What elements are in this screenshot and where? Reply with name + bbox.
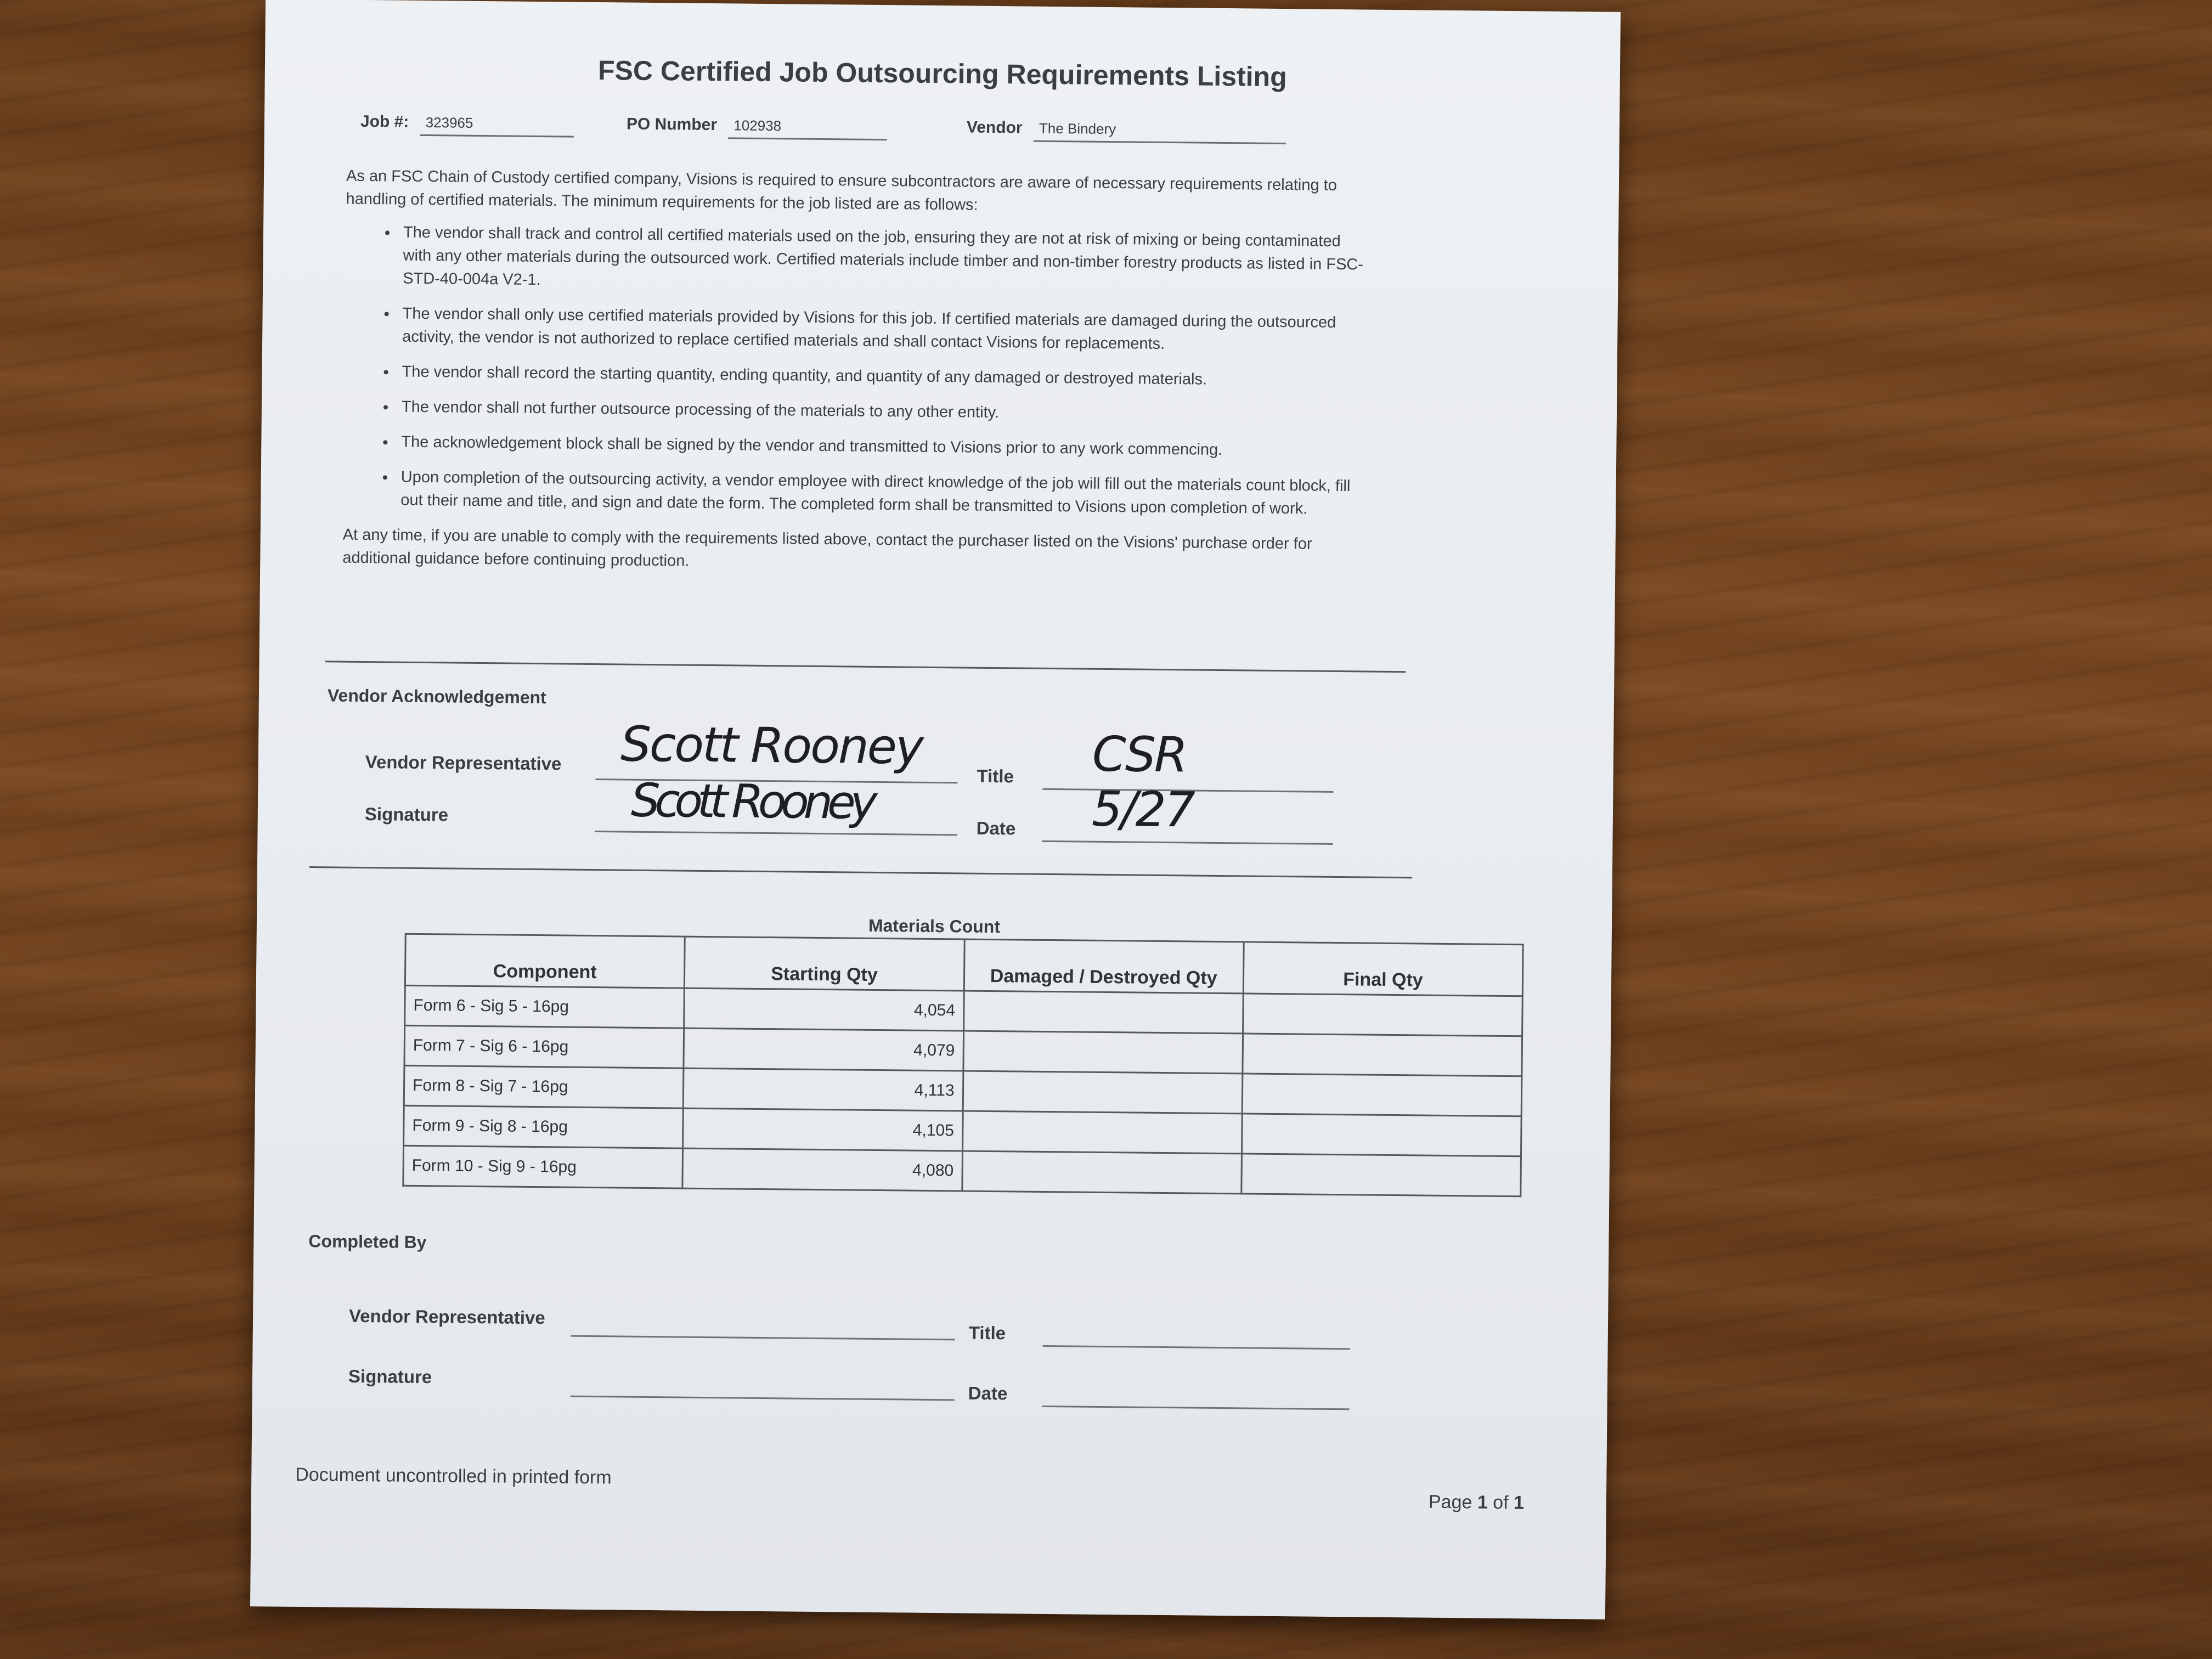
po-number-field (627, 115, 888, 141)
page-current: 1 (1477, 1492, 1488, 1513)
final-qty-cell[interactable] (1242, 1074, 1522, 1116)
final-qty-cell[interactable] (1242, 1114, 1521, 1156)
ack-rep-handwriting: Scott Rooney (620, 715, 923, 775)
completed-date-label: Date (968, 1383, 1008, 1404)
damaged-qty-cell[interactable] (962, 1151, 1242, 1194)
component-cell: Form 10 - Sig 9 - 16pg (403, 1146, 683, 1188)
ack-signature: Scott Rooney (630, 773, 872, 830)
completed-signature-line[interactable] (571, 1396, 955, 1401)
page-mid: of (1487, 1492, 1514, 1514)
starting-qty-cell: 4,113 (683, 1068, 963, 1111)
ack-signature-label: Signature (364, 804, 449, 825)
ack-rep-label: Vendor Representative (365, 752, 562, 774)
page-number (1429, 1492, 1524, 1514)
column-header: Final Qty (1243, 942, 1523, 996)
component-cell: Form 7 - Sig 6 - 16pg (404, 1025, 684, 1068)
acknowledgement-heading: Vendor Acknowledgement (327, 685, 546, 708)
page-title: FSC Certified Job Outsourcing Requirements Listing (597, 55, 1287, 93)
completed-title-line[interactable] (1043, 1345, 1350, 1350)
requirement-item: • The acknowledgement block shall be signed by the vendor and transmitted to Visions prior to any work commencing. (396, 431, 1364, 463)
job-number-label: Job #: (360, 112, 409, 131)
document-footer-note: Document uncontrolled in printed form (295, 1464, 612, 1488)
completed-by-heading: Completed By (308, 1231, 427, 1252)
starting-qty-cell: 4,054 (684, 988, 964, 1031)
damaged-qty-cell[interactable] (963, 1071, 1243, 1114)
page-total: 1 (1513, 1492, 1525, 1514)
po-number-value: 102938 (728, 117, 887, 140)
completed-title-label: Title (968, 1322, 1006, 1344)
closing-paragraph: At any time, if you are unable to comply with the requirements listed above, contact the purchaser listed on the Visions' purchase order for additional guidance before continuing production. (342, 526, 1312, 570)
po-number-label: PO Number (626, 115, 718, 134)
requirement-item: • The vendor shall only use certified materials provided by Visions for this job. If certified materials are damaged during the outsourced activity, the vendor is not authorized to replace certified materials and shall contact Visions for replacements. (397, 302, 1365, 358)
vendor-label: Vendor (966, 118, 1023, 137)
component-cell: Form 9 - Sig 8 - 16pg (404, 1105, 684, 1148)
section-divider (325, 661, 1406, 673)
column-header: Component (405, 934, 685, 988)
requirements-section (342, 165, 1367, 579)
section-divider (309, 866, 1412, 878)
job-number-field (360, 112, 574, 138)
requirements-list (343, 221, 1366, 521)
vendor-field (967, 118, 1286, 144)
document-page (250, 0, 1621, 1620)
ack-date-label: Date (976, 817, 1016, 839)
ack-date-line (1042, 840, 1333, 845)
final-qty-cell[interactable] (1242, 1154, 1521, 1197)
final-qty-cell[interactable] (1243, 994, 1522, 1036)
materials-count-heading: Materials Count (868, 915, 1001, 937)
ack-signature-line (595, 831, 957, 836)
damaged-qty-cell[interactable] (962, 1111, 1242, 1154)
intro-paragraph: As an FSC Chain of Custody certified company, Visions is required to ensure subcontractors are aware of necessary requirements relating to handling of certified materials. The minimum requirements for the job listed are as follows: (346, 167, 1337, 214)
job-number-value: 323965 (420, 114, 573, 138)
damaged-qty-cell[interactable] (963, 1031, 1243, 1074)
completed-rep-line[interactable] (571, 1335, 955, 1341)
requirement-item: • The vendor shall record the starting quantity, ending quantity, and quantity of any damaged or destroyed materials. (396, 360, 1364, 393)
column-header: Damaged / Destroyed Qty (964, 939, 1244, 994)
final-qty-cell[interactable] (1243, 1034, 1522, 1076)
component-cell: Form 8 - Sig 7 - 16pg (404, 1065, 684, 1108)
starting-qty-cell: 4,105 (683, 1108, 963, 1151)
ack-title-label: Title (977, 765, 1014, 787)
completed-date-line[interactable] (1042, 1406, 1350, 1410)
requirement-item: • Upon completion of the outsourcing activity, a vendor employee with direct knowledge of the job will fill out the materials count block, fill out their name and title, and sign and date the form. The completed form shall be transmitted to Visions upon completion of work. (395, 466, 1364, 521)
completed-rep-label: Vendor Representative (348, 1305, 545, 1328)
requirement-item: • The vendor shall track and control all certified materials used on the job, ensuring they are not at risk of mixing or being contaminated with any other materials during the outsourced work. Certified materials include timber and non-timber forestry products as listed in FSC-STD-40-004a V2-1. (397, 221, 1366, 300)
damaged-qty-cell[interactable] (963, 991, 1243, 1034)
starting-qty-cell: 4,079 (684, 1028, 963, 1071)
materials-count-table (402, 933, 1523, 1198)
vendor-value: The Bindery (1034, 120, 1286, 144)
page-prefix: Page (1428, 1491, 1478, 1513)
ack-date-handwriting: 5/27 (1091, 780, 1194, 838)
component-cell: Form 6 - Sig 5 - 16pg (405, 985, 685, 1028)
column-header: Starting Qty (685, 936, 964, 991)
ack-title-handwriting: CSR (1092, 725, 1187, 783)
requirement-item: • The vendor shall not further outsource processing of the materials to any other entity. (396, 396, 1364, 428)
starting-qty-cell: 4,080 (682, 1148, 962, 1191)
completed-signature-label: Signature (348, 1365, 432, 1387)
